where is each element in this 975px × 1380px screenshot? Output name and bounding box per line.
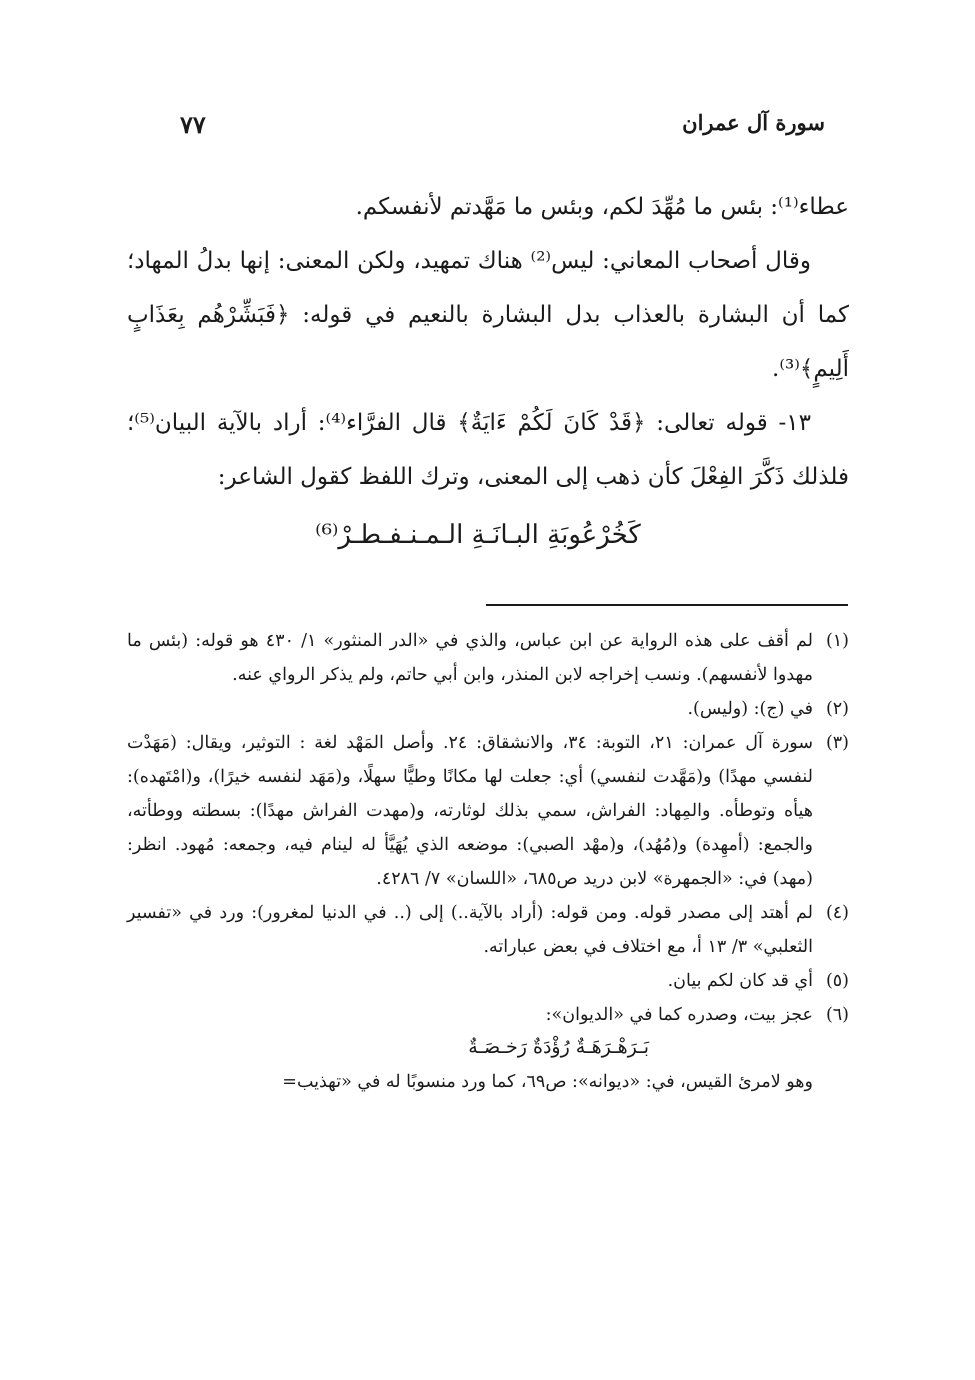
poetry-verse: كَخُرْعُوبَةِ البـانَـةِ الـمـنـفـطـرْ⁽⁶⁾ <box>315 520 641 550</box>
page-header <box>150 110 825 150</box>
footnote-text: لم أهتد إلى مصدر قوله. ومن قوله: (أراد بالآية..) إلى (.. في الدنيا لمغرور): ورد في «تفسير الثعلبي» ٣/ ١٣ أ، مع اختلاف في بعض عباراته. <box>127 903 813 957</box>
footnote-number: (٣) <box>825 733 849 753</box>
footnote-text: أي قد كان لكم بيان. <box>667 971 813 991</box>
footnote-number: (٦) <box>825 1005 849 1025</box>
footnote-text: لم أقف على هذه الرواية عن ابن عباس، والذي في «الدر المنثور» ١/ ٤٣٠ هو قوله: (بئس ما مهدوا لأنفسهم). ونسب إخراجه لابن المنذر، وابن أبي حاتم، ولم يذكر الرواي عنه. <box>127 631 813 685</box>
footnote-text: سورة آل عمران: ٢١، التوبة: ٣٤، والانشقاق: ٢٤. وأصل المَهْد لغة : التوثير، ويقال: (مَهَدْت لنفسي مهدًا) و(مَهَّدت لنفسي) أي: جعلت لها مكانًا وطيًّا سهلًا، و(مَهَد لنفسه خيرًا)، و(امْتَهده): هيأه وتوطأه. والمِهاد: الفراش، سمي بذلك لوثارته، و(مهدت الفراش مهدًا): بسطته ووطأته، والجمع: (أمهِدة) و(مُهُد)، و(مهْد الصبي): موضعه الذي يُهَيَّأ له لينام فيه، وجمعه: مُهود. انظر: (مهد) في: «الجمهرة» لابن دريد ص٦٨٥، «اللسان» ٧/ ٤٢٨٦. <box>127 733 813 889</box>
footnote <box>127 692 849 726</box>
footnote-verse: بَـرَهْـرَهَـةٌ رُؤْدَةٌ رَخـصَـةٌ <box>468 1036 649 1058</box>
footnotes <box>127 624 849 1102</box>
paragraph: وقال أصحاب المعاني: ليس⁽²⁾ هناك تمهيد، ولكن المعنى: إنها بدلُ المهاد؛ كما أن البشارة بالعذاب بدل البشارة بالنعيم في قوله: ﴿فَبَشِّرْهُم بِعَذَابٍ أَلِيمٍ﴾⁽³⁾. <box>127 248 849 382</box>
footnote-number: (٤) <box>825 903 849 923</box>
footnote <box>127 964 849 998</box>
footnote-number: (٢) <box>825 699 849 719</box>
paragraph: ١٣- قوله تعالى: ﴿قَدْ كَانَ لَكُمْ ءَايَةٌ﴾ قال الفرَّاء⁽⁴⁾: أراد بالآية البيان⁽⁵⁾؛ فلذلك ذَكَّرَ الفِعْلَ كأن ذهب إلى المعنى، وترك اللفظ كقول الشاعر: <box>127 410 849 490</box>
footnote-number: (١) <box>825 631 849 651</box>
footnote <box>127 998 849 1032</box>
footnote <box>127 896 849 964</box>
page-number: ٧٧ <box>180 110 206 139</box>
main-text <box>127 180 849 566</box>
footnote-continuation: وهو لامرئ القيس، في: «ديوانه»: ص٦٩، كما ورد منسوبًا له في «تهذيب= <box>282 1072 813 1092</box>
footnote-separator <box>486 604 848 606</box>
footnote <box>127 624 849 692</box>
paragraph: عطاء⁽¹⁾: بئس ما مُهِّدَ لكم، وبئس ما مَهَّدتم لأنفسكم. <box>355 194 849 220</box>
running-title: سورة آل عمران <box>682 110 825 135</box>
footnote-text: في (ج): (وليس). <box>687 699 813 719</box>
footnote <box>127 726 849 896</box>
footnote-text: عجز بيت، وصدره كما في «الديوان»: <box>545 1005 813 1025</box>
footnote-number: (٥) <box>825 971 849 991</box>
